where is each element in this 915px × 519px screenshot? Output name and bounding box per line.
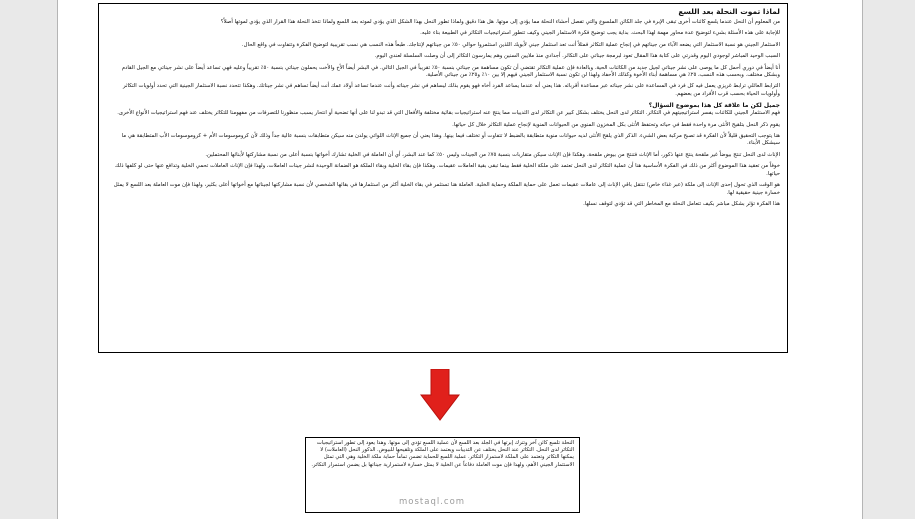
article-paragraph: هذا الفكرة تؤثر بشكل مباشر بكيف تتعامل النحلة مع المخاطر التي قد تؤدي لتوقف نسلها. <box>583 200 780 207</box>
article-box <box>98 3 788 353</box>
article-paragraph: أنا أيضاً في دوري أحمل كل ما يوصى على نشر جيناتي لجيل جديد من الكائنات الحية. وبالعادة فإن عملية التكاثر تقتضي أن تكون مساهمة من جيناتي بنسبة ٥٠٪ تقريباً في الجيل التالي. في البشر أيضاً الأخ والأخت يحملون جيناتي بنسبة ٥٠٪ تقريباً وعليه فهي تساعد أيضاً على نشر جيناتي مع الجيل القادم وبشكل مختلف. وبحسب هذه النسب، ٢٥٪ هي مساهمة أبناء الأخوة وكذلك الأحفاد ولهذا لن تكون نسبة الاستثمار الجيني فيهم إلا بين ١٠٪ و٢٥٪ من جيناتي الأصلية. <box>121 64 780 79</box>
article-paragraph: الإناث لدى النحل تنتج بيوضاً غير ملقحة ينتج عنها ذكور، أما الإناث فتنتج من بيوض ملقحة. وهكذا فإن الإناث سيكن متقاربات بنسبة ٧٥٪ من الجينات وليس ٥٠٪ كما عند البشر، أي أن العاملة في الخلية تشارك أخواتها بنسبة أعلى من نسبة مشاركتها لأبنائها المحتملين. <box>205 151 780 158</box>
article-paragraph: هو الوقت الذي تحول إحدى الإناث إلى ملكة (عبر غذاء خاص) تنتقل باقي الإناث إلى عاملات عقيمات تعمل على حماية الملكة وحماية الخلية. العاملة هنا تستثمر في بقاء الخلية أكثر من استثمارها في بقائها الشخصي لأن نسبة مشاركتها لجيناتها مع أخواتها أعلى بكثير، ولهذا فإن موت العاملة بعد اللسع لا يمثل خسارة جينية حقيقية لها. <box>113 182 780 196</box>
article-paragraph: السبب الوحيد المباشر لوجودي اليوم وقدرتي على كتابة هذا المقال تعود لبرمجة جيناتي على التكاثر. أجدادي منذ ملايين السنين وهم يمارسون التكاثر إلى أن وصلت السلسلة لعندي اليوم. <box>374 53 780 60</box>
article-paragraph: من المعلوم أن النحل عندما يلسع كائنات أخرى تبقى الإبرة في جلد الكائن الملسوع والتي تفصل أحشاء النحلة مما يؤدي إلى موتها. هل هذا دقيق ولماذا تطور النحل بهذا الشكل الذي يؤدي لموته بعد اللسع ولماذا تتخذ النحلة هذا القرار الذي يؤدي لموتها أصلاً؟ <box>220 19 780 25</box>
article-title: لماذا تموت النحلة بعد اللسع <box>678 7 780 16</box>
article-paragraph: هنا يتوجب التحقيق قليلاً لأن الفكرة قد تصبح مركبة بعض الشيء. الذكر الذي يلقح الأنثى لديه حيوانات منوية متطابقة بالضبط لا تتفاوت أو تختلف فيما بينها. وهذا يعني أن جميع الإناث اللواتي يولدن منه سيكن متطابقات بنسبة عالية جداً وذلك لأن كروموسومات الأم + كروموسومات الأب المتطابقة هي ما سيشكل الأبناء. <box>121 133 780 147</box>
article-paragraph: فهم الاستثمار الجيني للكائنات يفسر استراتيجيتهم في التكاثر. التكاثر لدى النحل يختلف بشكل كبير عن التكاثر لدى الثدييات مما ينتج عنه استراتيجيات بقائية مختلفة والأفعال التي قد تبدو لنا على أنها تضحية أو انتحار يسبب منظورنا للتصرفات من مفهومنا للتكاثر يختلف عند فهم استراتيجيات الأنواع الأخرى. <box>117 110 780 117</box>
article-paragraph: يقوم ذكر النحل بتلقيح الأنثى مرة واحدة فقط في حياته وتحتفظ الأنثى بكل المخزون المنوي من الحيوانات المنوية لإنجاح عملية التكاثر خلال كل حياتها. <box>452 121 780 128</box>
down-arrow-shape <box>421 369 459 420</box>
article-paragraph: خوفاً من تعقيد هذا الموضوع أكثر من ذلك في الفكرة الأساسية هنا أن عملية التكاثر لدى النحل تعتمد على ملكة الخلية فقط بينما تبقى بقية العاملات عقيمات. وهكذا فإن بقاء الخلية وبقاء الملكة هو الضمانة الوحيدة لنشر جينات العاملات، ولهذا فإن الإناث العاملات تحمي الخلية وتدافع عنها حتى لو كلفها ذلك حياتها. <box>115 163 780 177</box>
left-page-gutter <box>0 0 58 519</box>
summary-text: النحلة تلسع كائن آخر وتترك إبرتها في الجلد بعد اللسع لأن عملية اللسع تؤدي إلى موتها. وهذا يعود إلى تطور استراتيجيات التكاثر لدى النحل. التكاثر عند النحل يختلف عن الثدييات ويعتمد على الملكة وتلقيحها للبيوض. الذكور النحل (العاملات) لا يمكنها التكاثر وتعتمد على الملكة لاستمرار التكاثر. عملية اللسع للحماية تضمن تماماً حماية ملكة الخلية وهي التي تمثل الاستثمار الجيني الأهم، ولهذا فإن موت العاملة دفاعاً عن الخلية لا يمثل خسارة لاستمرارية جيناتها بل يضمن استمرار التكاثر. <box>311 440 574 468</box>
article-subheading: جميل لكن ما علاقة كل هذا بموضوع السؤال؟ <box>648 102 780 110</box>
article-paragraph: الاستثمار الجيني هو نسبة الاستثمار التي يضعه الآباء من جيناتهم في إنجاح عملية التكاثر فمثلاً أنت تعد استثمار جيني لأبويك اللذين استثمروا حوالي ٥٠٪ من جيناتهم لإنتاجك. طبعاً هذه النسب هي نسب تقريبية لتوضيح الفكرة وتتفاوت في واقع الحال. <box>241 41 780 48</box>
article-paragraph: للإجابة على هذه الأسئلة بشيء لتوضيح عدة محاور مهمة لهذا البحث. بداية يجب توضيح فكرة الاستثمار الجيني وكيف تتطور استراتيجيات التكاثر في الطبيعة بناء عليه. <box>420 30 780 37</box>
right-page-gutter <box>862 0 915 519</box>
down-arrow-icon <box>420 369 460 421</box>
watermark-text: mostaql.com <box>399 497 466 507</box>
article-paragraph: الترابط العائلي ترابط غريزي يعمل فيه كل فرد في المساعدة على نشر جيناته عبر مساعدة أقربائه. هذا يعني أنه عندما يساعد الفرد أخاه فهو يقوم بذلك ليساهم في نشر جيناته وأنت عندما تساعد أولاد عمك أنت أيضاً تساهم في نشر جيناتك. وهكذا تتحدد نسبة الاستثمار الجينية التي تحدد أولويات التكاثر وأولويات الحياة بحسب قرب الأفراد من بعضهم. <box>123 83 780 97</box>
